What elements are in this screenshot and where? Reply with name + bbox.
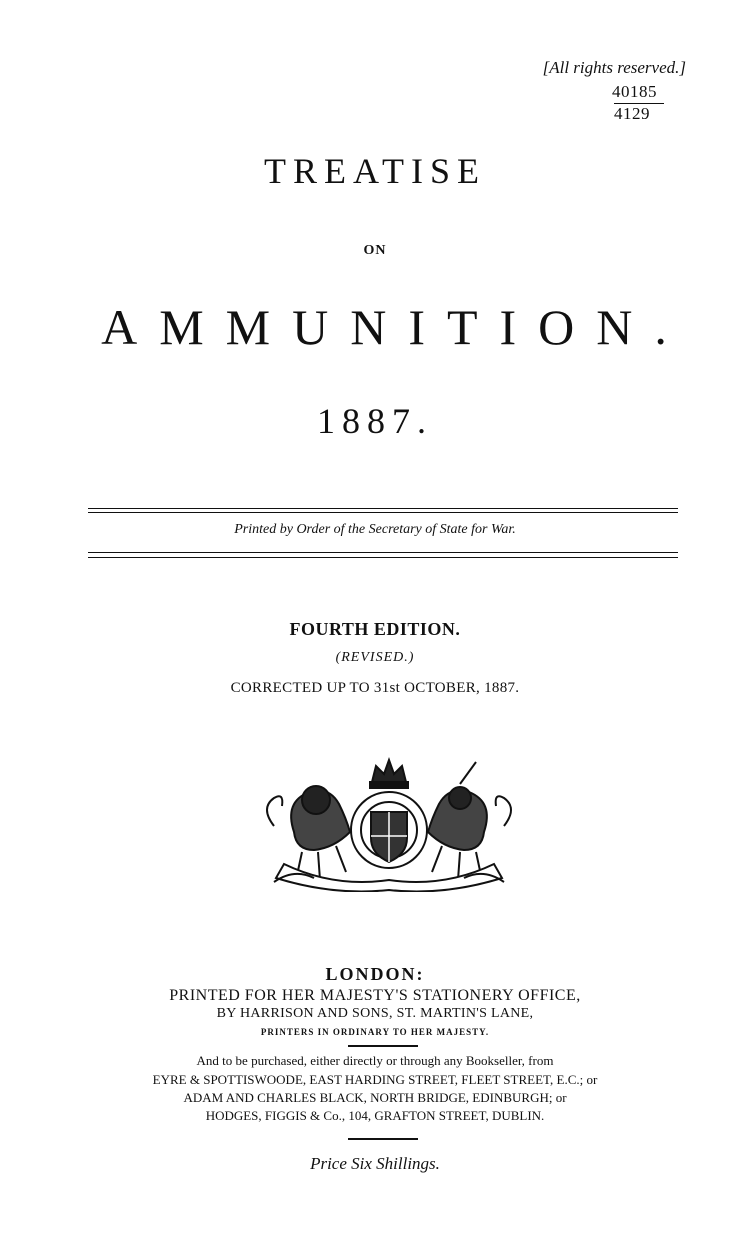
title-treatise: TREATISE (264, 151, 486, 191)
title-ammunition: AMMUNITION. (101, 299, 689, 355)
reference-number-top: 40185 (612, 82, 657, 101)
bottom-rule-1 (88, 552, 678, 553)
bottom-rule-2 (88, 557, 678, 558)
title-on: ON (363, 243, 387, 258)
publisher-line-3: PRINTERS IN ORDINARY TO HER MAJESTY. (260, 1027, 490, 1037)
publisher-line-2: BY HARRISON AND SONS, ST. MARTIN'S LANE, (216, 1006, 534, 1021)
purchase-line-1: And to be purchased, either directly or through any Bookseller, from (196, 1053, 554, 1068)
purchase-line-4: HODGES, FIGGIS & Co., 104, GRAFTON STREET, DUBLIN. (205, 1108, 545, 1123)
purchase-line-3: ADAM AND CHARLES BLACK, NORTH BRIDGE, EDINBURGH; or (183, 1090, 567, 1105)
edition-revised: (REVISED.) (335, 650, 415, 665)
rights-reserved: [All rights reserved.] (542, 58, 686, 77)
royal-coat-of-arms-icon (254, 752, 524, 892)
price: Price Six Shillings. (310, 1154, 440, 1173)
publisher-city: LONDON: (325, 964, 425, 984)
imprint-note: Printed by Order of the Secretary of State for War. (234, 522, 516, 537)
publisher-rule (348, 1045, 418, 1047)
top-rule-1 (88, 508, 678, 509)
publisher-line-1: PRINTED FOR HER MAJESTY'S STATIONERY OFFICE, (169, 987, 581, 1004)
title-year: 1887. (317, 401, 433, 441)
edition-name: FOURTH EDITION. (289, 619, 461, 639)
edition-corrected: CORRECTED UP TO 31st OCTOBER, 1887. (230, 680, 520, 696)
purchase-line-2: EYRE & SPOTTISWOODE, EAST HARDING STREET, FLEET STREET, E.C.; or (152, 1072, 598, 1087)
reference-number-bottom: 4129 (614, 104, 650, 123)
price-rule (348, 1138, 418, 1140)
top-rule-2 (88, 512, 678, 513)
